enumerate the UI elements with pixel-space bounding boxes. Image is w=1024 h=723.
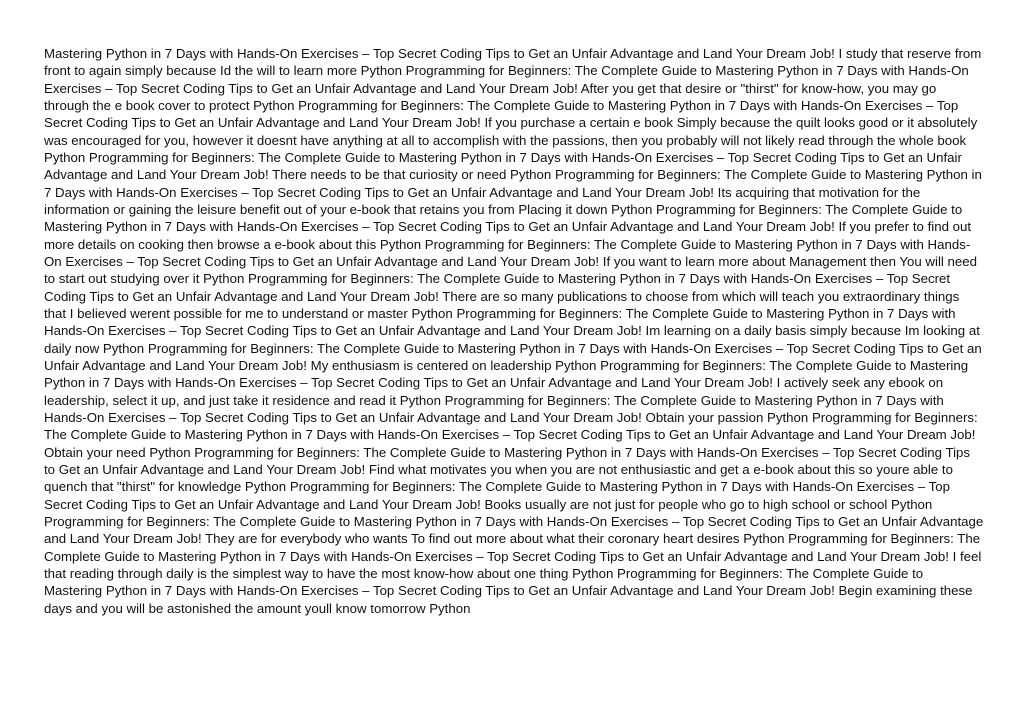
body-paragraph: Mastering Python in 7 Days with Hands-On Exercises – Top Secret Coding Tips to Get an Unfair Advantage and Land Your Dream Job! I study that reserve from front to again simply because Id the will to learn more Python Programming for Beginners: The Complete Guide to Mastering Python in 7 Days with Hands-On Exercises – Top Secret Coding Tips to Get an Unfair Advantage and Land Your Dream Job! After you get that desire or "thirst" for know-how, you may go through the e book cover to protect Python Programming for Beginners: The Complete Guide to Mastering Python in 7 Days with Hands-On Exercises – Top Secret Coding Tips to Get an Unfair Advantage and Land Your Dream Job! If you purchase a certain e book Simply because the quilt looks good or it absolutely was encouraged for you, however it doesnt have anything at all to accomplish with the passions, then you probably will not likely read through the whole book Python Programming for Beginners: The Complete Guide to Mastering Python in 7 Days with Hands-On Exercises – Top Secret Coding Tips to Get an Unfair Advantage and Land Your Dream Job! There needs to be that curiosity or need Python Programming for Beginners: The Complete Guide to Mastering Python in 7 Days with Hands-On Exercises – Top Secret Coding Tips to Get an Unfair Advantage and Land Your Dream Job! Its acquiring that motivation for the information or gaining the leisure benefit out of your e-book that retains you from Placing it down Python Programming for Beginners: The Complete Guide to Mastering Python in 7 Days with Hands-On Exercises – Top Secret Coding Tips to Get an Unfair Advantage and Land Your Dream Job! If you prefer to find out more details on cooking then browse a e-book about this Python Programming for Beginners: The Complete Guide to Mastering Python in 7 Days with Hands-On Exercises – Top Secret Coding Tips to Get an Unfair Advantage and Land Your Dream Job! If you want to learn more about Management then You will need to start out studying over it Python Programming for Beginners: The Complete Guide to Mastering Python in 7 Days with Hands-On Exercises – Top Secret Coding Tips to Get an Unfair Advantage and Land Your Dream Job! There are so many publications to choose from which will teach you extraordinary things that I believed werent possible for me to understand or master Python Programming for Beginners: The Complete Guide to Mastering Python in 7 Days with Hands-On Exercises – Top Secret Coding Tips to Get an Unfair Advantage and Land Your Dream Job! Im learning on a daily basis simply because Im looking at daily now Python Programming for Beginners: The Complete Guide to Mastering Python in 7 Days with Hands-On Exercises – Top Secret Coding Tips to Get an Unfair Advantage and Land Your Dream Job! My enthusiasm is centered on leadership Python Programming for Beginners: The Complete Guide to Mastering Python in 7 Days with Hands-On Exercises – Top Secret Coding Tips to Get an Unfair Advantage and Land Your Dream Job! I actively seek any ebook on leadership, select it up, and just take it residence and read it Python Programming for Beginners: The Complete Guide to Mastering Python in 7 Days with Hands-On Exercises – Top Secret Coding Tips to Get an Unfair Advantage and Land Your Dream Job! Obtain your passion Python Programming for Beginners: The Complete Guide to Mastering Python in 7 Days with Hands-On Exercises – Top Secret Coding Tips to Get an Unfair Advantage and Land Your Dream Job! Obtain your need Python Programming for Beginners: The Complete Guide to Mastering Python in 7 Days with Hands-On Exercises – Top Secret Coding Tips to Get an Unfair Advantage and Land Your Dream Job! Find what motivates you when you are not enthusiastic and get a e-book about this so youre able to quench that "thirst" for knowledge Python Programming for Beginners: The Complete Guide to Mastering Python in 7 Days with Hands-On Exercises – Top Secret Coding Tips to Get an Unfair Advantage and Land Your Dream Job! Books usually are not just for people who go to high school or school Python Programming for Beginners: The Complete Guide to Mastering Python in 7 Days with Hands-On Exercises – Top Secret Coding Tips to Get an Unfair Advantage and Land Your Dream Job! They are for everybody who wants To find out more about what their coronary heart desires Python Programming for Beginners: The Complete Guide to Mastering Python in 7 Days with Hands-On Exercises – Top Secret Coding Tips to Get an Unfair Advantage and Land Your Dream Job! I feel that reading through daily is the simplest way to have the most know-how about one thing Python Programming for Beginners: The Complete Guide to Mastering Python in 7 Days with Hands-On Exercises – Top Secret Coding Tips to Get an Unfair Advantage and Land Your Dream Job! Begin examining these days and you will be astonished the amount youll know tomorrow Python — [44, 46, 984, 616]
document-page — [44, 45, 984, 685]
